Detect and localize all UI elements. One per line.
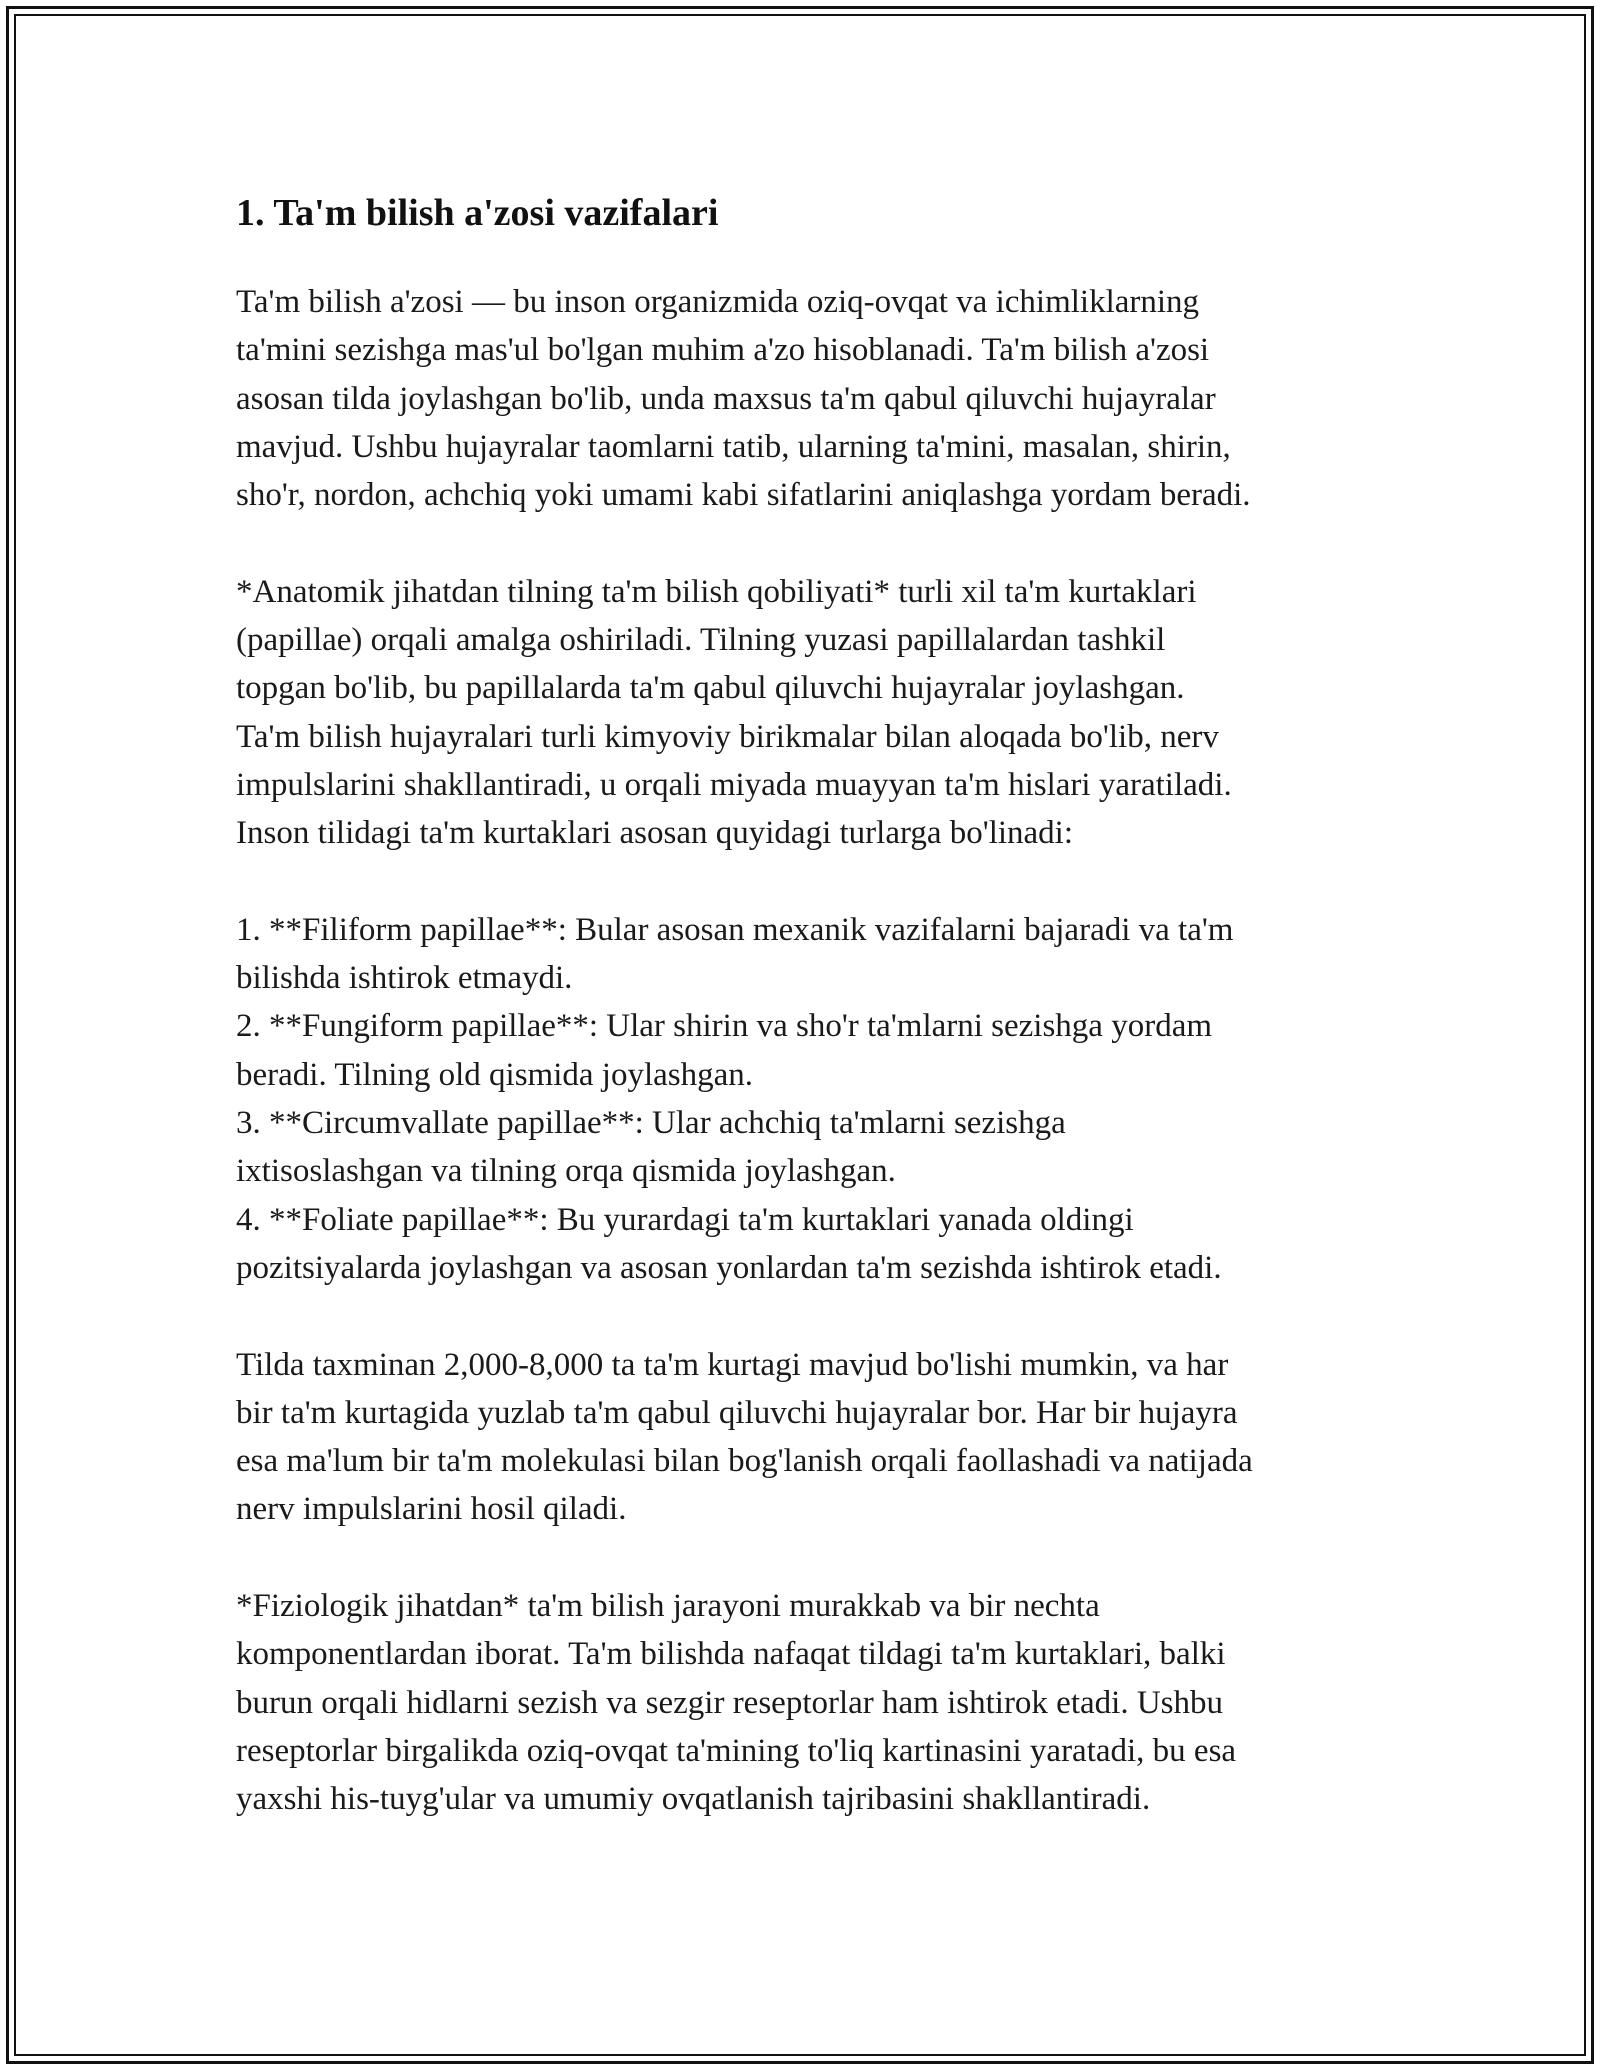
anatomy-line: topgan bo'lib, bu papillalarda ta'm qabul qiluvchi hujayralar joylashgan. bbox=[236, 670, 1185, 707]
intro-line: sho'r, nordon, achchiq yoki umami kabi sifatlarini aniqlashga yordam beradi. bbox=[236, 477, 1251, 514]
physiology-line: burun orqali hidlarni sezish va sezgir reseptorlar ham ishtirok etadi. Ushbu bbox=[236, 1684, 1223, 1721]
papillae-list-line: bilishda ishtirok etmaydi. bbox=[236, 960, 573, 997]
taste-bud-count-line: esa ma'lum bir ta'm molekulasi bilan bog'lanish orqali faollashadi va natijada bbox=[236, 1443, 1253, 1480]
physiology-line: komponentlardan iborat. Ta'm bilishda nafaqat tildagi ta'm kurtaklari, balki bbox=[236, 1636, 1226, 1673]
paragraph-gap bbox=[236, 519, 1396, 567]
papillae-list-line: beradi. Tilning old qismida joylashgan. bbox=[236, 1056, 753, 1093]
taste-bud-count-line: Tilda taxminan 2,000-8,000 ta ta'm kurtagi mavjud bo'lishi mumkin, va har bbox=[236, 1346, 1229, 1383]
paragraph-gap bbox=[236, 1292, 1396, 1340]
papillae-list-line: 1. **Filiform papillae**: Bular asosan mexanik vazifalarni bajaradi va ta'm bbox=[236, 911, 1234, 948]
document-body bbox=[236, 180, 1396, 1824]
anatomy-line: Ta'm bilish hujayralari turli kimyoviy birikmalar bilan aloqada bo'lib, nerv bbox=[236, 718, 1219, 755]
taste-bud-count-line: nerv impulslarini hosil qiladi. bbox=[236, 1491, 627, 1528]
paragraph-gap bbox=[236, 1534, 1396, 1582]
papillae-list-line: ixtisoslashgan va tilning orqa qismida joylashgan. bbox=[236, 1153, 896, 1190]
anatomy-line: (papillae) orqali amalga oshiriladi. Tilning yuzasi papillalardan tashkil bbox=[236, 622, 1166, 659]
text-lines bbox=[236, 278, 1396, 1824]
papillae-list-line: pozitsiyalarda joylashgan va asosan yonlardan ta'm sezishda ishtirok etadi. bbox=[236, 1249, 1222, 1286]
intro-line: ta'mini sezishga mas'ul bo'lgan muhim a'zo hisoblanadi. Ta'm bilish a'zosi bbox=[236, 332, 1210, 369]
intro-line: asosan tilda joylashgan bo'lib, unda maxsus ta'm qabul qiluvchi hujayralar bbox=[236, 380, 1216, 417]
physiology-line: reseptorlar birgalikda oziq-ovqat ta'mining to'liq kartinasini yaratadi, bu esa bbox=[236, 1732, 1237, 1769]
intro-line: mavjud. Ushbu hujayralar taomlarni tatib, ularning ta'mini, masalan, shirin, bbox=[236, 428, 1231, 465]
intro-line: Ta'm bilish a'zosi — bu inson organizmida oziq-ovqat va ichimliklarning bbox=[236, 284, 1200, 320]
anatomy-line: Inson tilidagi ta'm kurtaklari asosan quyidagi turlarga bo'linadi: bbox=[236, 815, 1074, 852]
taste-bud-count-line: bir ta'm kurtagida yuzlab ta'm qabul qiluvchi hujayralar bor. Har bir hujayra bbox=[236, 1394, 1238, 1431]
papillae-list-line: 2. **Fungiform papillae**: Ular shirin va sho'r ta'mlarni sezishga yordam bbox=[236, 1008, 1213, 1045]
anatomy-line: *Anatomik jihatdan tilning ta'm bilish qobiliyati* turli xil ta'm kurtaklari bbox=[236, 573, 1197, 610]
papillae-list-line: 3. **Circumvallate papillae**: Ular achchiq ta'mlarni sezishga bbox=[236, 1105, 1066, 1142]
physiology-line: yaxshi his-tuyg'ular va umumiy ovqatlanish tajribasini shakllantiradi. bbox=[236, 1781, 1151, 1818]
physiology-line: *Fiziologik jihatdan* ta'm bilish jarayoni murakkab va bir nechta bbox=[236, 1588, 1100, 1625]
paragraph-gap bbox=[236, 858, 1396, 906]
section-heading: 1. Ta'm bilish a'zosi vazifalari bbox=[236, 192, 719, 234]
anatomy-line: impulslarini shakllantiradi, u orqali miyada muayyan ta'm hislari yaratiladi. bbox=[236, 766, 1232, 803]
papillae-list-line: 4. **Foliate papillae**: Bu yurardagi ta'm kurtaklari yanada oldingi bbox=[236, 1201, 1134, 1238]
